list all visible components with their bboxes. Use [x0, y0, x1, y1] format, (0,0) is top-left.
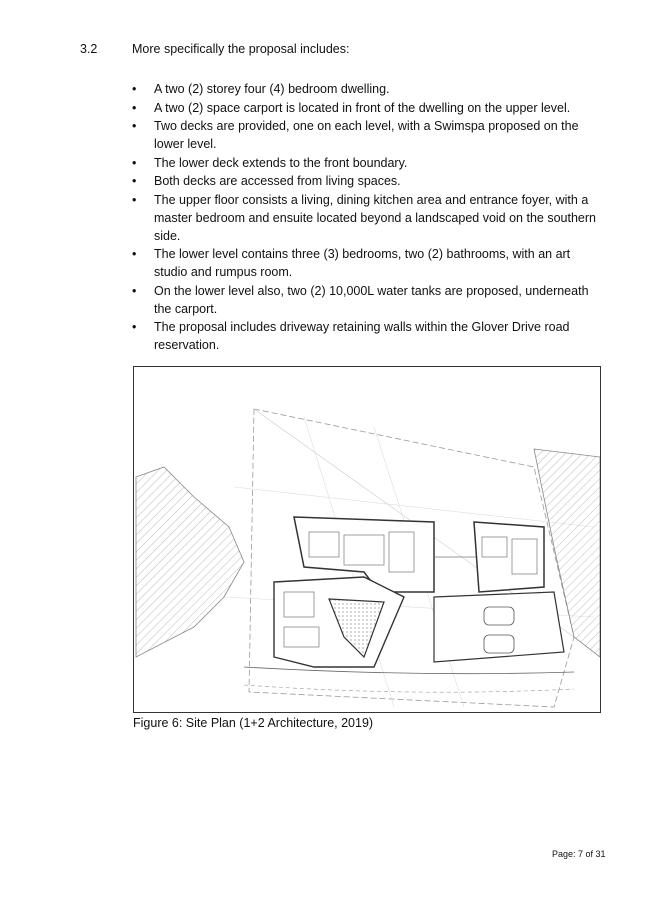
bullet-icon: • [132, 119, 137, 133]
site-plan-figure [133, 366, 601, 713]
bullet-icon: • [132, 320, 137, 334]
bullet-icon: • [132, 174, 137, 188]
bullet-icon: • [132, 247, 137, 261]
bullet-icon: • [132, 192, 137, 207]
bullet-icon: • [132, 283, 137, 298]
list-item: • The lower deck extends to the front boundary. [132, 155, 408, 170]
site-plan-drawing [134, 367, 600, 712]
list-item: • On the lower level also, two (2) 10,000L water tanks are proposed, underneath the carport. [132, 283, 589, 316]
figure-caption: Figure 6: Site Plan (1+2 Architecture, 2019) [133, 716, 374, 730]
list-item: • A two (2) space carport is located in front of the dwelling on the upper level. [132, 100, 571, 115]
list-item: • Two decks are provided, one on each level, with a Swimspa proposed on the lower level. [132, 119, 579, 151]
list-item: • The upper floor consists a living, dining kitchen area and entrance foyer, with a master bedroom and ensuite located beyond a landscaped void on the southern side. [132, 192, 596, 243]
list-item: • Both decks are accessed from living spaces. [132, 174, 401, 188]
section-title: More specifically the proposal includes: [132, 42, 350, 56]
section-number: 3.2 [80, 42, 98, 56]
list-item: • The proposal includes driveway retaining walls within the Glover Drive road reservation. [132, 320, 570, 352]
list-item: • A two (2) storey four (4) bedroom dwelling. [132, 82, 390, 96]
bullet-icon: • [132, 100, 137, 115]
bullet-list [132, 80, 600, 355]
bullet-icon: • [132, 155, 137, 170]
page-number: Page: 7 of 31 [552, 849, 606, 859]
neighbour-west [136, 467, 244, 657]
bullet-icon: • [132, 82, 137, 96]
road-edge [244, 667, 574, 674]
driveway [434, 592, 564, 662]
list-item: • The lower level contains three (3) bedrooms, two (2) bathrooms, with an art studio and rumpus room. [132, 247, 571, 279]
